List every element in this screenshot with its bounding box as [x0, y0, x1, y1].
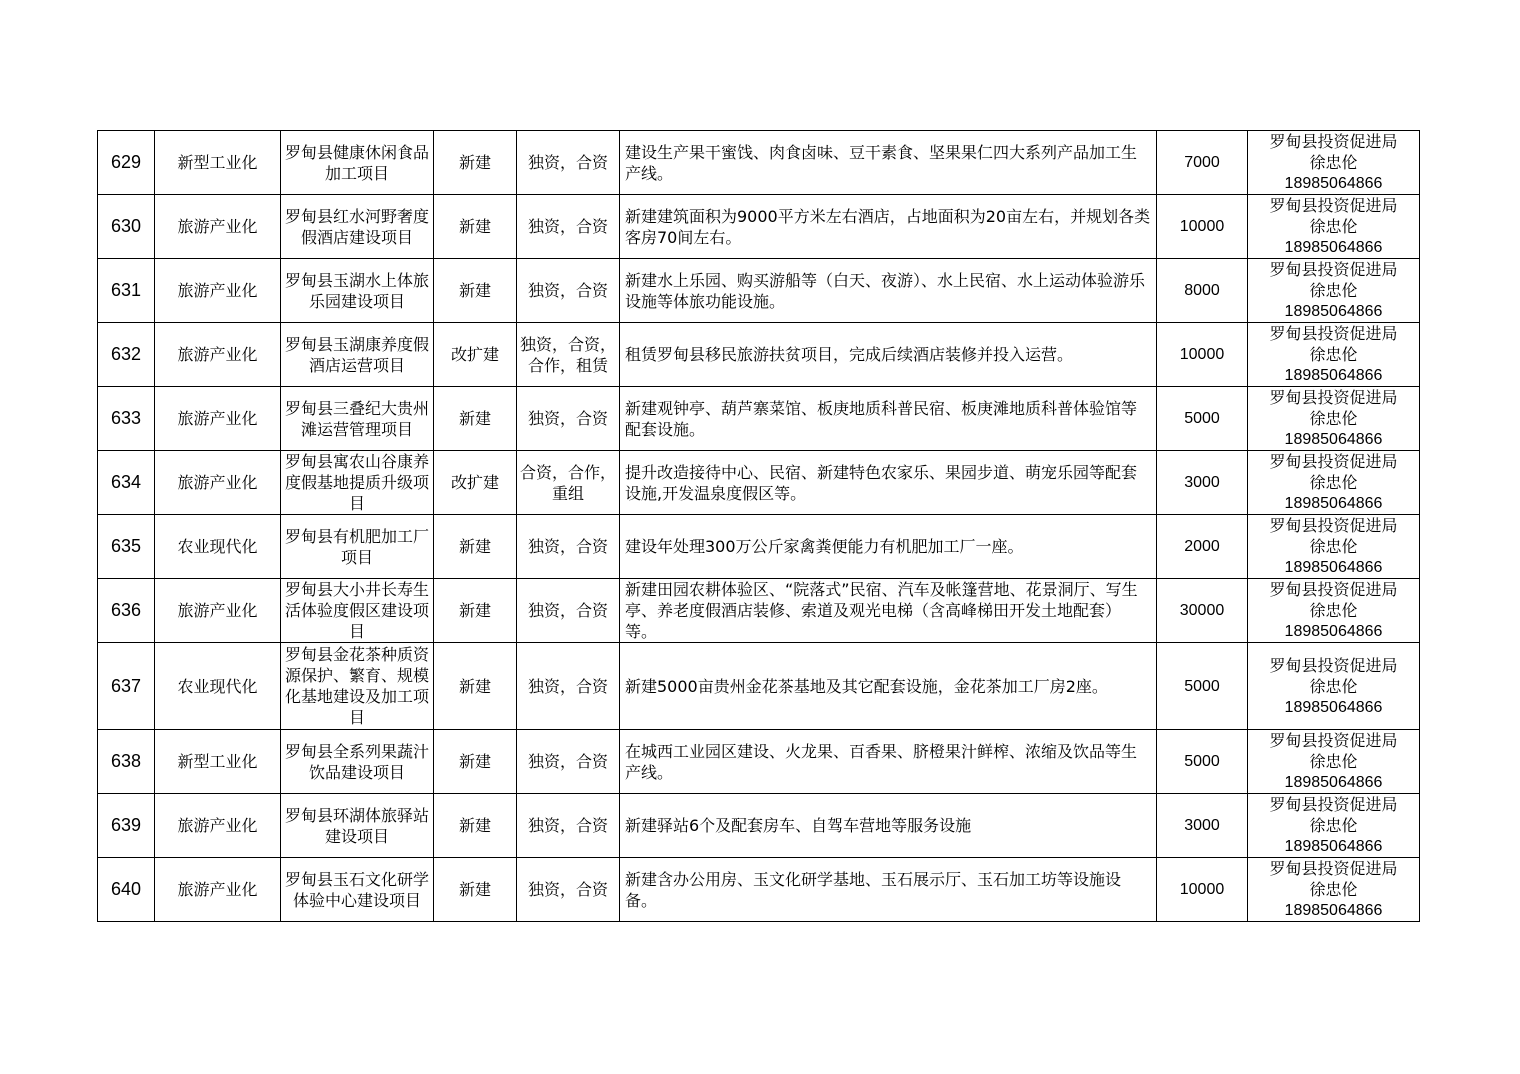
project-name: 罗甸县全系列果蔬汁饮品建设项目	[281, 730, 434, 794]
contact-info	[1248, 730, 1420, 794]
construction-type: 新建	[434, 259, 517, 323]
contact-person: 徐忠伦	[1309, 473, 1358, 492]
investment-amount: 7000	[1157, 131, 1248, 195]
investment-mode: 独资，合资	[517, 643, 620, 730]
investment-amount: 5000	[1157, 387, 1248, 451]
project-name: 罗甸县环湖体旅驿站建设项目	[281, 794, 434, 858]
project-sector: 旅游产业化	[155, 794, 281, 858]
project-sector: 旅游产业化	[155, 858, 281, 922]
contact-org: 罗甸县投资促进局	[1269, 452, 1398, 471]
project-content: 新建含办公用房、玉文化研学基地、玉石展示厅、玉石加工坊等设施设备。	[620, 858, 1157, 922]
contact-org: 罗甸县投资促进局	[1269, 516, 1398, 535]
project-number: 632	[98, 323, 155, 387]
contact-org: 罗甸县投资促进局	[1269, 196, 1398, 215]
project-content: 新建建筑面积为9000平方米左右酒店，占地面积为20亩左右，并规划各类客房70间左右。	[620, 195, 1157, 259]
investment-amount: 10000	[1157, 323, 1248, 387]
contact-org: 罗甸县投资促进局	[1269, 655, 1398, 675]
construction-type: 新建	[434, 387, 517, 451]
project-name: 罗甸县红水河野奢度假酒店建设项目	[281, 195, 434, 259]
project-content: 新建观钟亭、葫芦寨菜馆、板庚地质科普民宿、板庚滩地质科普体验馆等配套设施。	[620, 387, 1157, 451]
project-sector: 农业现代化	[155, 515, 281, 579]
investment-mode: 独资，合资	[517, 794, 620, 858]
investment-mode: 独资，合资	[517, 387, 620, 451]
contact-phone: 18985064866	[1284, 175, 1383, 192]
investment-amount: 10000	[1157, 195, 1248, 259]
contact-person: 徐忠伦	[1309, 345, 1358, 364]
contact-phone: 18985064866	[1284, 623, 1383, 640]
project-sector: 农业现代化	[155, 643, 281, 730]
contact-person: 徐忠伦	[1309, 601, 1358, 620]
project-content: 建设生产果干蜜饯、肉食卤味、豆干素食、坚果果仁四大系列产品加工生产线。	[620, 131, 1157, 195]
table-row	[98, 643, 1420, 730]
contact-info	[1248, 858, 1420, 922]
construction-type: 改扩建	[434, 323, 517, 387]
investment-amount: 8000	[1157, 259, 1248, 323]
contact-info	[1248, 387, 1420, 451]
contact-person: 徐忠伦	[1309, 281, 1358, 300]
project-name: 罗甸县大小井长寿生活体验度假区建设项目	[281, 579, 434, 643]
project-sector: 旅游产业化	[155, 323, 281, 387]
project-sector: 旅游产业化	[155, 451, 281, 515]
construction-type: 新建	[434, 195, 517, 259]
project-number: 631	[98, 259, 155, 323]
project-name: 罗甸县三叠纪大贵州滩运营管理项目	[281, 387, 434, 451]
project-content: 新建田园农耕体验区、“院落式”民宿、汽车及帐篷营地、花景洞厅、写生亭、养老度假酒店装修、索道及观光电梯（含高峰梯田开发土地配套）等。	[620, 579, 1157, 643]
investment-amount: 5000	[1157, 730, 1248, 794]
investment-mode: 独资，合资	[517, 515, 620, 579]
investment-mode: 独资，合资	[517, 131, 620, 195]
construction-type: 新建	[434, 858, 517, 922]
contact-info	[1248, 515, 1420, 579]
project-name: 罗甸县金花茶种质资源保护、繁育、规模化基地建设及加工项目	[281, 643, 434, 730]
project-sector: 新型工业化	[155, 131, 281, 195]
table-row	[98, 794, 1420, 858]
contact-org: 罗甸县投资促进局	[1269, 795, 1398, 814]
investment-amount: 3000	[1157, 794, 1248, 858]
project-number: 639	[98, 794, 155, 858]
contact-phone: 18985064866	[1284, 774, 1383, 791]
contact-phone: 18985064866	[1284, 698, 1383, 716]
table-row	[98, 451, 1420, 515]
investment-mode: 独资，合资	[517, 195, 620, 259]
construction-type: 新建	[434, 515, 517, 579]
contact-phone: 18985064866	[1284, 239, 1383, 256]
project-number: 640	[98, 858, 155, 922]
contact-org: 罗甸县投资促进局	[1269, 388, 1398, 407]
project-name: 罗甸县玉石文化研学体验中心建设项目	[281, 858, 434, 922]
investment-amount: 30000	[1157, 579, 1248, 643]
investment-mode: 独资，合资，合作，租赁	[517, 323, 620, 387]
table-row	[98, 579, 1420, 643]
contact-info	[1248, 579, 1420, 643]
investment-mode: 独资，合资	[517, 259, 620, 323]
contact-info	[1248, 323, 1420, 387]
contact-org: 罗甸县投资促进局	[1269, 132, 1398, 151]
contact-person: 徐忠伦	[1309, 880, 1358, 899]
contact-phone: 18985064866	[1284, 838, 1383, 855]
contact-person: 徐忠伦	[1309, 537, 1358, 556]
investment-mode: 合资，合作，重组	[517, 451, 620, 515]
investment-amount: 3000	[1157, 451, 1248, 515]
contact-org: 罗甸县投资促进局	[1269, 580, 1398, 599]
table-row	[98, 387, 1420, 451]
contact-phone: 18985064866	[1284, 367, 1383, 384]
project-number: 634	[98, 451, 155, 515]
construction-type: 改扩建	[434, 451, 517, 515]
project-number: 635	[98, 515, 155, 579]
table-row	[98, 259, 1420, 323]
contact-info	[1248, 259, 1420, 323]
contact-person: 徐忠伦	[1309, 153, 1358, 172]
investment-amount: 5000	[1157, 643, 1248, 730]
construction-type: 新建	[434, 730, 517, 794]
contact-org: 罗甸县投资促进局	[1269, 260, 1398, 279]
investment-amount: 10000	[1157, 858, 1248, 922]
investment-amount: 2000	[1157, 515, 1248, 579]
contact-org: 罗甸县投资促进局	[1269, 859, 1398, 878]
contact-org: 罗甸县投资促进局	[1269, 731, 1398, 750]
project-sector: 新型工业化	[155, 730, 281, 794]
contact-info	[1248, 794, 1420, 858]
project-number: 633	[98, 387, 155, 451]
contact-phone: 18985064866	[1284, 495, 1383, 512]
project-content: 提升改造接待中心、民宿、新建特色农家乐、果园步道、萌宠乐园等配套设施,开发温泉度假区等。	[620, 451, 1157, 515]
construction-type: 新建	[434, 643, 517, 730]
table-row	[98, 858, 1420, 922]
project-number: 636	[98, 579, 155, 643]
contact-phone: 18985064866	[1284, 303, 1383, 320]
contact-phone: 18985064866	[1284, 559, 1383, 576]
contact-person: 徐忠伦	[1309, 816, 1358, 835]
project-content: 建设年处理300万公斤家禽粪便能力有机肥加工厂一座。	[620, 515, 1157, 579]
contact-person: 徐忠伦	[1309, 409, 1358, 428]
project-name: 罗甸县玉湖康养度假酒店运营项目	[281, 323, 434, 387]
table-row	[98, 131, 1420, 195]
table-row	[98, 323, 1420, 387]
table-row	[98, 730, 1420, 794]
project-content: 新建水上乐园、购买游船等（白天、夜游）、水上民宿、水上运动体验游乐设施等体旅功能设施。	[620, 259, 1157, 323]
project-name: 罗甸县玉湖水上体旅乐园建设项目	[281, 259, 434, 323]
project-name: 罗甸县寓农山谷康养度假基地提质升级项目	[281, 451, 434, 515]
project-content: 新建5000亩贵州金花茶基地及其它配套设施，金花茶加工厂房2座。	[620, 643, 1157, 730]
project-sector: 旅游产业化	[155, 195, 281, 259]
construction-type: 新建	[434, 794, 517, 858]
project-content: 租赁罗甸县移民旅游扶贫项目，完成后续酒店装修并投入运营。	[620, 323, 1157, 387]
investment-mode: 独资，合资	[517, 730, 620, 794]
project-sector: 旅游产业化	[155, 259, 281, 323]
contact-info	[1248, 643, 1420, 730]
contact-phone: 18985064866	[1284, 902, 1383, 919]
contact-person: 徐忠伦	[1309, 752, 1358, 771]
project-number: 630	[98, 195, 155, 259]
project-sector: 旅游产业化	[155, 387, 281, 451]
contact-org: 罗甸县投资促进局	[1269, 324, 1398, 343]
project-sector: 旅游产业化	[155, 579, 281, 643]
project-content: 在城西工业园区建设、火龙果、百香果、脐橙果汁鲜榨、浓缩及饮品等生产线。	[620, 730, 1157, 794]
contact-person: 徐忠伦	[1309, 676, 1358, 696]
contact-info	[1248, 195, 1420, 259]
project-number: 638	[98, 730, 155, 794]
table-row	[98, 515, 1420, 579]
project-table	[97, 130, 1420, 922]
project-number: 629	[98, 131, 155, 195]
construction-type: 新建	[434, 579, 517, 643]
project-name: 罗甸县健康休闲食品加工项目	[281, 131, 434, 195]
table-row	[98, 195, 1420, 259]
table-body	[98, 131, 1420, 922]
contact-phone: 18985064866	[1284, 431, 1383, 448]
contact-info	[1248, 451, 1420, 515]
project-content: 新建驿站6个及配套房车、自驾车营地等服务设施	[620, 794, 1157, 858]
project-name: 罗甸县有机肥加工厂项目	[281, 515, 434, 579]
construction-type: 新建	[434, 131, 517, 195]
contact-info	[1248, 131, 1420, 195]
investment-mode: 独资，合资	[517, 858, 620, 922]
investment-mode: 独资，合资	[517, 579, 620, 643]
project-number: 637	[98, 643, 155, 730]
contact-person: 徐忠伦	[1309, 217, 1358, 236]
